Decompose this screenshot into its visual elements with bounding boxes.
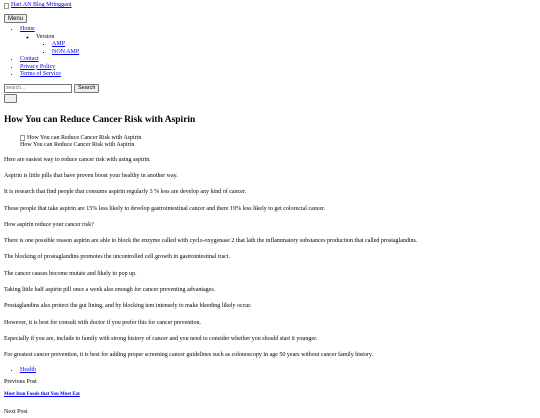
- article-image: [20, 135, 536, 143]
- nav-link-home[interactable]: Home: [20, 26, 35, 33]
- previous-post-label: Previous Post: [4, 378, 37, 385]
- article-paragraph: Prostaglandins also protect the gut lining, and by blocking tem intensely to make bleeding likely occur.: [4, 303, 252, 310]
- nav-item-terms: [20, 71, 536, 79]
- article-body: [4, 157, 536, 360]
- site-logo-alt: Hari AN Blog Mringgani: [11, 2, 72, 8]
- menu-button[interactable]: Menu: [4, 14, 27, 23]
- article-paragraph: Taking little half aspirin pill once a week also enough for cancer preventing advantages.: [4, 287, 216, 293]
- nav-link-privacy-policy[interactable]: Privacy Policy: [20, 63, 56, 70]
- previous-post-link[interactable]: Most Iron Foods that You Must Eat: [4, 392, 80, 398]
- nav-version-label: Version: [36, 33, 55, 40]
- search-button[interactable]: Search: [74, 84, 99, 93]
- tag-item: [20, 367, 536, 375]
- nav-item-contact: [20, 56, 536, 64]
- toggle-icon-button[interactable]: [4, 94, 17, 103]
- article-tags: [4, 367, 536, 375]
- article-paragraph: The cancer causes become mutate and likely to pop up.: [4, 270, 137, 277]
- article-paragraph: Aspirin is little pills that have proven boost your healthy in another way.: [4, 172, 178, 179]
- nav-link-terms-of-service[interactable]: Terms of Service: [20, 71, 61, 78]
- nav-link-amp[interactable]: AMP: [52, 41, 66, 48]
- nav-submenu: [20, 34, 536, 57]
- search-input[interactable]: [4, 84, 72, 93]
- next-post-label: Next Post: [4, 408, 28, 415]
- broken-image-icon: [4, 3, 9, 9]
- nav-link-non-amp[interactable]: NON AMP: [52, 48, 80, 55]
- nav-link-contact[interactable]: Contact: [20, 56, 39, 63]
- broken-image-icon: [20, 135, 25, 141]
- version-submenu: [36, 41, 536, 56]
- article-image-caption: How You can Reduce Cancer Risk with Aspirin: [20, 142, 135, 149]
- article-paragraph: Here are easiest way to reduce cancer risk with using aspirin.: [4, 156, 151, 163]
- nav-item-version: [36, 34, 536, 57]
- article-paragraph: Those people that take aspirin are 15% less likely to develop gastrointestinal cancer and there 19% less likely to get colorectal cancer.: [4, 205, 326, 212]
- article-paragraph: There is one possible reason aspirin are able to block the enzyme called with cyclo-oxygenase 2 that lath the inflammatory substances production that called prostaglandins.: [4, 238, 418, 245]
- article-paragraph: How aspirin reduce your cancer risk?: [4, 221, 94, 228]
- article-image-alt: How You can Reduce Cancer Risk with Aspirin: [27, 134, 142, 141]
- article-paragraph: However, it is best for consult with doctor if you prefer this for cancer prevention.: [4, 319, 202, 326]
- article-paragraph: It is research that find people that consume aspirin regularly 3 % less are develop any kind of cancer.: [4, 189, 247, 196]
- article-figure: [20, 135, 536, 150]
- article-paragraph: The blocking of prostaglandins promotes the uncontrolled cell growth in gastrointestinal tract.: [4, 254, 230, 261]
- article-title: How You can Reduce Cancer Risk with Aspirin: [4, 114, 196, 125]
- search-form: [4, 84, 536, 93]
- nav-item-privacy: [20, 64, 536, 72]
- site-logo-link[interactable]: [4, 2, 72, 10]
- nav-item-home: [20, 26, 536, 56]
- nav-item-non-amp: [52, 49, 536, 57]
- tag-link-health[interactable]: Health: [20, 367, 36, 374]
- article-paragraph: Especially if you are, include to family with strong history of cancer and you need to consider whether you should start it younger.: [4, 335, 318, 342]
- article-paragraph: For greatest cancer prevention, it is best for adding proper screening cancer guidelines such as colonoscopy in age 50 years without cancer family history.: [4, 352, 373, 359]
- nav-item-amp: [52, 41, 536, 49]
- main-nav: [4, 26, 536, 79]
